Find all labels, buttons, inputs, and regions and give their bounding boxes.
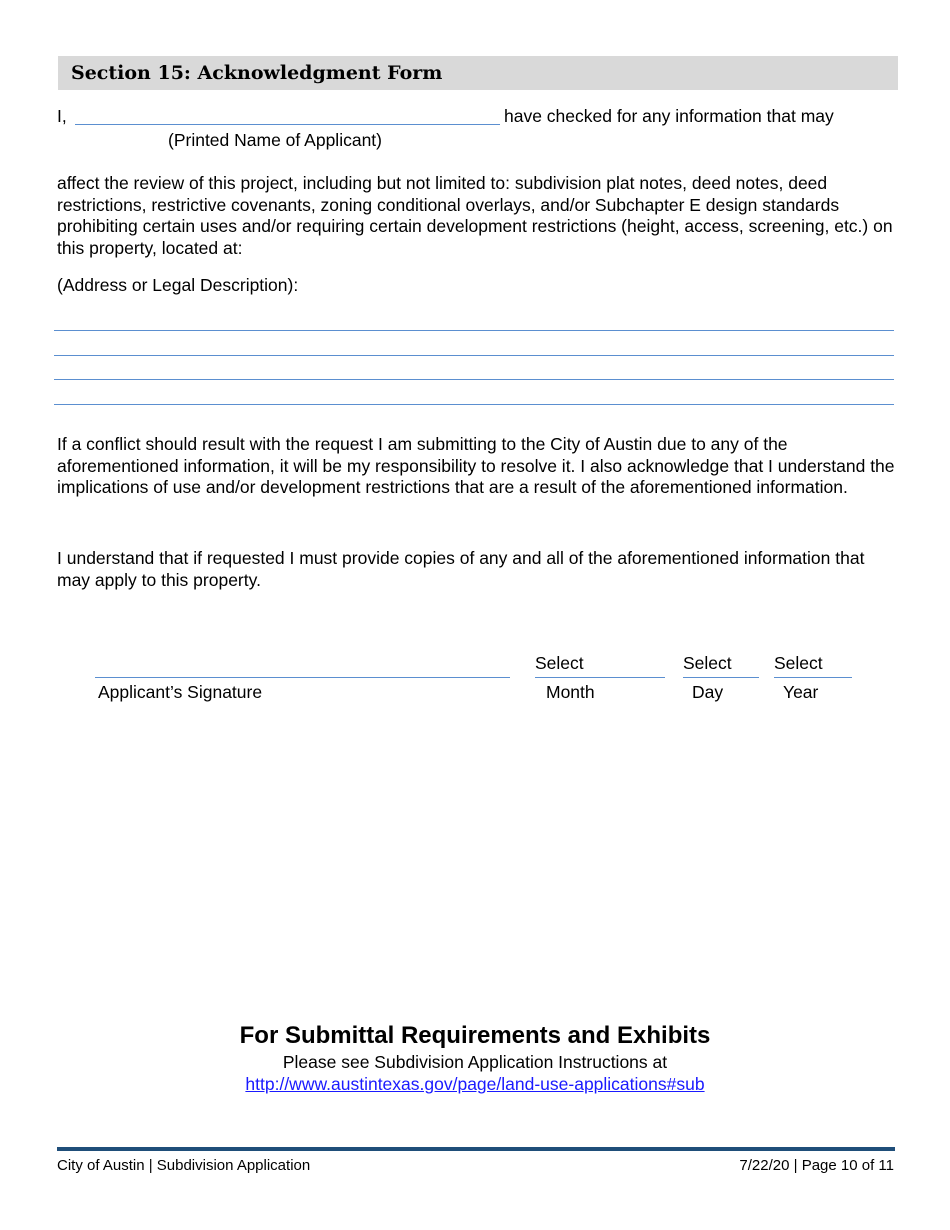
month-select[interactable] — [535, 652, 665, 678]
signature-caption: Applicant’s Signature — [98, 682, 263, 702]
footer-page-info: 7/22/20 | Page 10 of 11 — [739, 1157, 894, 1174]
footer-rule — [57, 1147, 895, 1151]
address-label: (Address or Legal Description): — [57, 275, 299, 295]
address-field-line-2[interactable] — [54, 333, 894, 356]
year-select-value: Select — [774, 653, 823, 673]
footer-left: City of Austin | Subdivision Application — [57, 1157, 311, 1174]
year-caption: Year — [783, 682, 819, 702]
address-field-line-1[interactable] — [54, 308, 894, 331]
applicant-suffix: have checked for any information that may — [504, 106, 834, 126]
applicant-prefix: I, — [57, 106, 67, 126]
day-select[interactable] — [683, 652, 759, 678]
month-select-value: Select — [535, 653, 584, 673]
submittal-instructions: Please see Subdivision Application Instructions at — [282, 1052, 668, 1072]
section-header — [58, 56, 898, 90]
printed-name-caption: (Printed Name of Applicant) — [168, 130, 382, 150]
instructions-link[interactable]: http://www.austintexas.gov/page/land-use-applications#sub — [245, 1074, 705, 1094]
day-select-value: Select — [683, 653, 732, 673]
year-select[interactable] — [774, 652, 852, 678]
conflict-paragraph: If a conflict should result with the request I am submitting to the City of Austin due to any of the aforementioned information, it will be my responsibility to resolve it. I also acknowledge that I understand the implications of use and/or development restrictions that are a result of the aforementioned information. — [57, 434, 895, 498]
submittal-heading: For Submittal Requirements and Exhibits — [239, 1022, 711, 1049]
address-field-line-3[interactable] — [54, 357, 894, 380]
section-title: Section 15: Acknowledgment Form — [71, 62, 443, 84]
review-paragraph: affect the review of this project, including but not limited to: subdivision plat notes, deed notes, deed restrictions, restrictive covenants, zoning conditional overlays, and/or Subchapter E design standards prohibiting certain uses and/or requiring certain development restrictions (height, access, screening, etc.) on this property, located at: — [57, 173, 893, 258]
month-caption: Month — [546, 682, 595, 702]
submittal-link-row — [0, 1073, 950, 1095]
day-caption: Day — [692, 682, 724, 702]
printed-name-field[interactable] — [75, 103, 500, 125]
signature-field[interactable] — [95, 655, 510, 678]
copies-paragraph: I understand that if requested I must provide copies of any and all of the aforementioned information that may apply to this property. — [57, 548, 865, 590]
address-field-line-4[interactable] — [54, 382, 894, 405]
